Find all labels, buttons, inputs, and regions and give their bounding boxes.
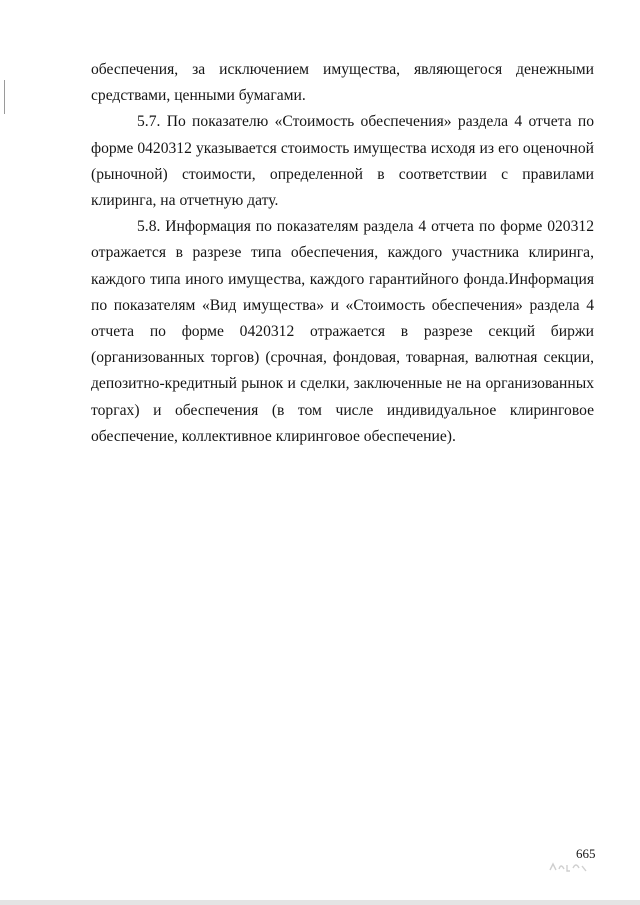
page-bottom-border [0,900,640,905]
scan-margin-mark [4,80,5,114]
page-number: 665 [576,846,596,861]
paragraph-continuation: обеспечения, за исключением имущества, являющегося денежными средствами, ценными бумагами. [91,61,594,105]
scan-artifact [549,861,589,873]
paragraph-5-7: 5.7. По показателю «Стоимость обеспечения» раздела 4 отчета по форме 0420312 указывается стоимость имущества исходя из его оценочной (рыночной) стоимости, определенной в соответствии с правилами клиринга, на отчетную дату. [91,113,594,210]
body-text [91,57,594,450]
paragraph-5-8: 5.8. Информация по показателям раздела 4 отчета по форме 020312 отражается в разрезе типа обеспечения, каждого участника клиринга, каждого типа иного имущества, каждого гарантийного фонда.Информация по показателям «Вид имущества» и «Стоимость обеспечения» раздела 4 отчета по форме 0420312 отражается в разрезе секций биржи (организованных торгов) (срочная, фондовая, товарная, валютная секции, депозитно-кредитный рынок и сделки, заключенные не на организованных торгах) и обеспечения (в том числе индивидуальное клиринговое обеспечение, коллективное клиринговое обеспечение). [91,218,594,445]
